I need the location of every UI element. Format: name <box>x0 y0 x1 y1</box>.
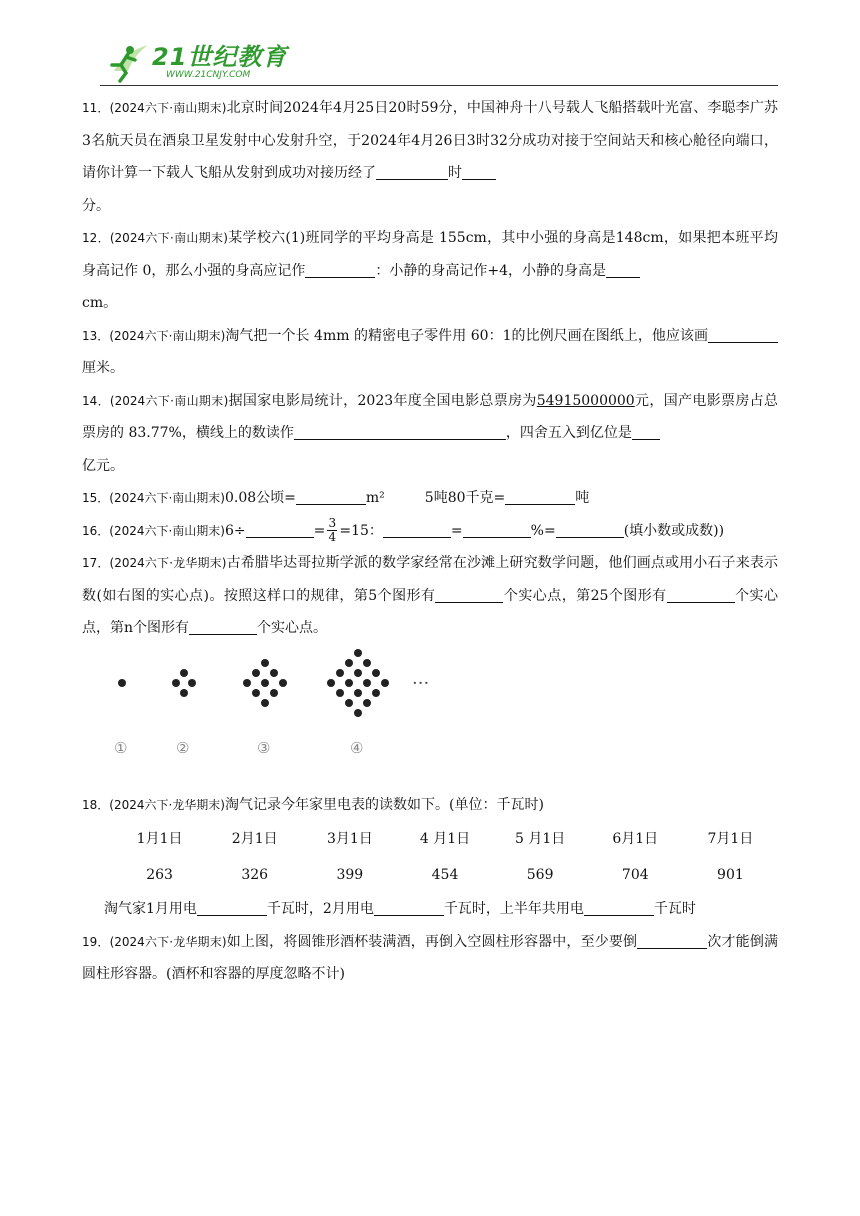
figure-2-dots <box>172 669 196 697</box>
question-tag: 15．(2024六下·南山期末) <box>82 491 225 505</box>
question-text: 千瓦时，2月用电 <box>266 901 374 917</box>
date-cell: 7月1日 <box>707 831 754 847</box>
ellipsis: ··· <box>412 672 430 694</box>
question-text: 淘气家1月用电 <box>104 901 197 917</box>
unit-text: 分。 <box>82 197 110 214</box>
header-divider <box>100 85 778 86</box>
answer-blank[interactable] <box>246 519 314 538</box>
question-text: 5吨80千克= <box>424 490 506 506</box>
question-tag: 19．(2024六下·龙华期末) <box>82 934 227 949</box>
fraction-numerator: 3 <box>328 516 337 530</box>
question-17 <box>82 547 778 645</box>
question-text: 个实心点。 <box>257 620 328 636</box>
unit-text: 厘米。 <box>82 360 124 376</box>
question-text: 淘气把一个长 4mm 的精密电子零件用 60：1的比例尺画在图纸上，他应该画 <box>225 327 708 344</box>
question-11 <box>82 92 778 222</box>
meter-readings-row <box>112 857 778 893</box>
question-tag: 14．(2024六下·南山期末) <box>82 393 229 408</box>
answer-blank[interactable] <box>294 421 506 440</box>
fraction-denominator: 4 <box>328 530 337 544</box>
question-tag: 18．(2024六下·龙华期末) <box>82 797 225 812</box>
question-18-answers <box>82 893 778 926</box>
question-text: 0.08公顷= <box>225 490 296 506</box>
question-text: 千瓦时，上半年共用电 <box>443 901 584 917</box>
answer-blank[interactable] <box>584 897 654 916</box>
question-text: 据国家电影局统计，2023年度全国电影总票房为 <box>228 392 537 409</box>
answer-blank[interactable] <box>632 421 660 440</box>
answer-blank[interactable] <box>462 161 496 180</box>
unit-text: m² <box>365 490 385 506</box>
date-cell: 3月1日 <box>326 831 373 847</box>
question-text: 个实心点，第n个图形有 <box>82 587 778 636</box>
answer-blank[interactable] <box>383 519 451 538</box>
underlined-number: 54915000000 <box>536 392 635 409</box>
question-text: =15： <box>339 522 383 539</box>
reading-cell: 263 <box>146 867 173 883</box>
logo <box>104 40 287 84</box>
meter-dates-row <box>112 821 778 857</box>
answer-blank[interactable] <box>305 259 375 278</box>
question-tag: 12．(2024六下·南山期末) <box>82 231 228 245</box>
figure-label: ③ <box>257 738 271 757</box>
figure-4-dots <box>327 649 389 717</box>
answer-blank[interactable] <box>667 584 735 603</box>
answer-blank[interactable] <box>556 519 624 538</box>
date-cell: 1月1日 <box>136 831 183 847</box>
dot-diagram <box>100 647 520 735</box>
question-12 <box>82 222 778 320</box>
reading-cell: 454 <box>431 867 459 883</box>
reading-cell: 399 <box>336 867 364 883</box>
question-15 <box>82 482 778 515</box>
question-text: 个实心点，第25个图形有 <box>503 587 667 604</box>
answer-blank[interactable] <box>435 584 503 603</box>
question-text: ，四舍五入到亿位是 <box>505 425 632 441</box>
question-text: = <box>450 522 463 539</box>
date-cell: 2月1日 <box>231 831 278 847</box>
question-text: (填小数或成数)) <box>623 522 725 539</box>
answer-blank[interactable] <box>637 930 707 949</box>
unit-text: 千瓦时 <box>653 901 696 917</box>
question-text: 元，国产电影票房占总票房的 83.77%，横线上的数读作 <box>82 392 778 441</box>
question-14 <box>82 385 778 483</box>
figure-1-dots <box>118 679 126 687</box>
question-text: 古希腊毕达哥拉斯学派的数学家经常在沙滩上研究数学问题，他们画点或用小石子来表示数(如右图的实心点)。按照这样口的规律，第5个图形有 <box>82 555 778 604</box>
question-18 <box>82 789 778 822</box>
reading-cell: 569 <box>526 867 554 883</box>
answer-blank[interactable] <box>197 897 267 916</box>
question-list <box>82 92 778 991</box>
question-text: 如上图，将圆锥形酒杯装满酒，再倒入空圆柱形容器中，至少要倒 <box>226 933 638 950</box>
answer-blank[interactable] <box>376 161 448 180</box>
date-cell: 5 月1日 <box>515 831 566 847</box>
dot-pattern-figure <box>82 647 778 785</box>
question-tag: 11．(2024六下·南山期末) <box>82 101 227 115</box>
question-text: 某学校六(1)班同学的平均身高是 155cm，其中小强的身高是148cm，如果把本班平均身高记作 0，那么小强的身高应记作 <box>82 230 778 279</box>
question-19 <box>82 926 778 991</box>
figure-3-dots <box>243 659 287 707</box>
question-tag: 13．(2024六下·南山期末) <box>82 328 226 343</box>
unit-text: cm。 <box>82 295 118 311</box>
figure-label: ④ <box>350 738 364 757</box>
question-text: ：小静的身高记作+4，小静的身高是 <box>375 262 606 279</box>
page-header <box>100 40 778 88</box>
answer-blank[interactable] <box>505 486 575 505</box>
reading-cell: 326 <box>241 867 269 883</box>
unit-text: 时 <box>448 165 462 181</box>
runner-logo-icon <box>104 41 150 83</box>
unit-text: 亿元。 <box>82 457 124 474</box>
logo-url: WWW.21CNJY.COM <box>166 70 251 80</box>
answer-blank[interactable] <box>606 259 640 278</box>
question-13 <box>82 320 778 385</box>
question-text: 次才能倒满圆柱形容器。(酒杯和容器的厚度忽略不计) <box>82 933 778 982</box>
reading-cell: 704 <box>621 867 649 883</box>
answer-blank[interactable] <box>189 616 257 635</box>
question-text: 6÷ <box>225 522 246 539</box>
date-cell: 4 月1日 <box>419 831 471 847</box>
logo-title: 21世纪教育 <box>152 43 288 71</box>
answer-blank[interactable] <box>463 519 531 538</box>
figure-label: ① <box>114 738 128 757</box>
reading-cell: 901 <box>717 867 744 883</box>
question-16 <box>82 515 778 548</box>
date-cell: 6月1日 <box>612 831 659 847</box>
answer-blank[interactable] <box>708 324 778 343</box>
question-text: 北京时间2024年4月25日20时59分，中国神舟十八号载人飞船搭载叶光富、李聪李广苏3名航天员在酒泉卫星发射中心发射升空，于2024年4月26日3时32分成功对接于空间站天和核心舱径向端口，请你计算一下载人飞船从发射到成功对接历经了 <box>82 100 778 181</box>
unit-text: 吨 <box>575 490 590 506</box>
question-tag: 16．(2024六下·南山期末) <box>82 523 225 538</box>
figure-label: ② <box>176 738 190 757</box>
answer-blank[interactable] <box>374 897 444 916</box>
answer-blank[interactable] <box>296 486 366 505</box>
question-tag: 17．(2024六下·龙华期末) <box>82 556 227 570</box>
fraction <box>327 517 337 544</box>
question-text: 淘气记录今年家里电表的读数如下。(单位：千瓦时) <box>225 796 544 813</box>
question-text: = <box>313 522 326 539</box>
question-text: %= <box>530 522 556 539</box>
